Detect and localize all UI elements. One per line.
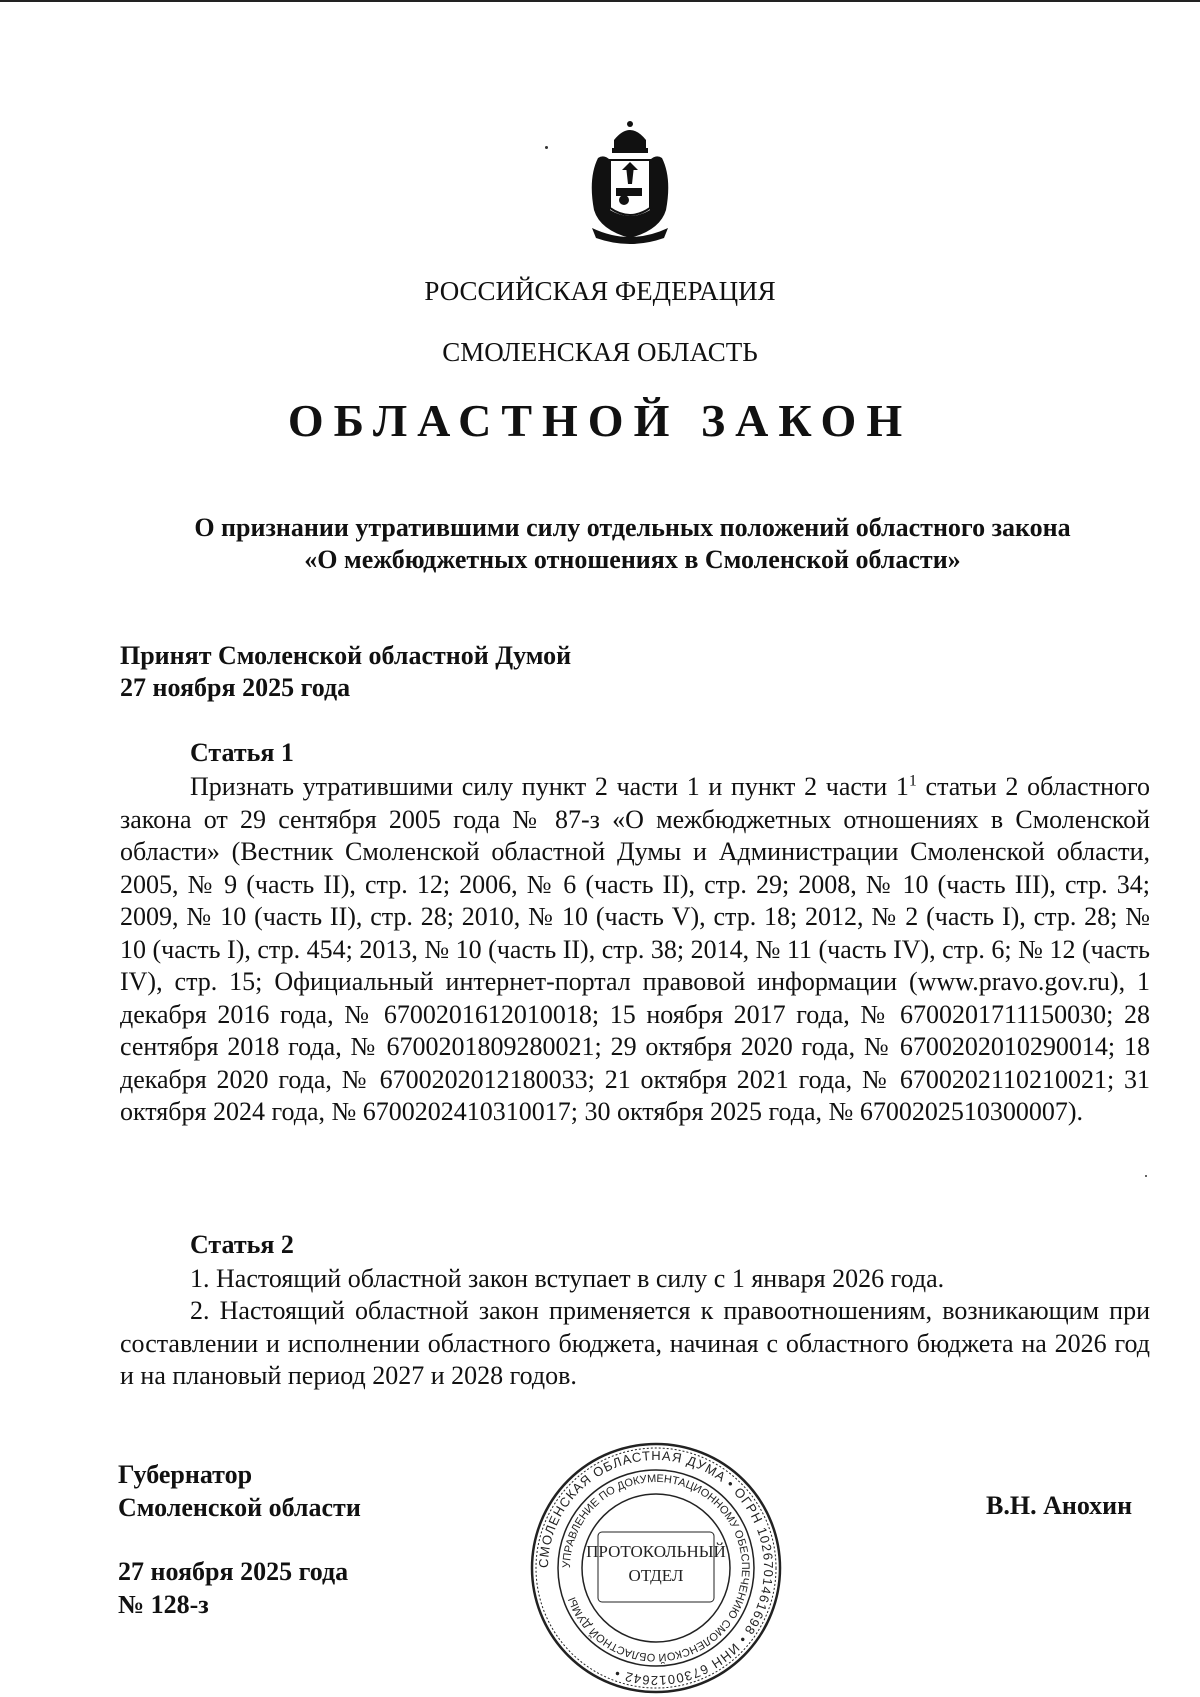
article2-paragraph1: 1. Настоящий областной закон вступает в силу с 1 января 2026 года. xyxy=(190,1264,945,1293)
article1-superscript: 1 xyxy=(908,772,917,790)
law-title-line2: «О межбюджетных отношениях в Смоленской области» xyxy=(304,545,961,574)
signatory-position-line1: Губернатор xyxy=(118,1460,253,1489)
stamp-center-line1: ПРОТОКОЛЬНЫЙ xyxy=(586,1542,726,1561)
stamp-inner-text: УПРАВЛЕНИЕ ПО ДОКУМЕНТАЦИОННОМУ ОБЕСПЕЧЕНИЮ СМОЛЕНСКОЙ ОБЛАСТНОЙ ДУМЫ xyxy=(560,1472,752,1664)
country-heading: РОССИЙСКАЯ ФЕДЕРАЦИЯ xyxy=(424,276,776,306)
stamp-center-text xyxy=(580,1540,732,1588)
law-type-heading: ОБЛАСТНОЙ ЗАКОН xyxy=(287,395,913,446)
signatory-position xyxy=(118,1458,361,1524)
stamp-outer-text: СМОЛЕНСКАЯ ОБЛАСТНАЯ ДУМА • ОГРН 1026701461698 • ИНН 6730012642 • xyxy=(535,1447,777,1689)
signatory-position-line2: Смоленской области xyxy=(118,1493,361,1522)
article1-text-part1: Признать утратившими силу пункт 2 части 1 и пункт 2 части 1 xyxy=(190,772,909,801)
article1-heading: Статья 1 xyxy=(190,738,294,767)
article1-text xyxy=(120,771,1150,1129)
law-date-number xyxy=(118,1555,348,1621)
law-number: № 128-з xyxy=(118,1590,209,1619)
region-heading: СМОЛЕНСКАЯ ОБЛАСТЬ xyxy=(442,337,758,367)
stamp-center-line2: ОТДЕЛ xyxy=(628,1566,684,1585)
law-title-line1: О признании утратившими силу отдельных положений областного закона xyxy=(194,513,1071,542)
adopted-date: 27 ноября 2025 года xyxy=(120,673,351,702)
law-date: 27 ноября 2025 года xyxy=(118,1557,349,1586)
smolensk-coat-of-arms-icon xyxy=(580,118,680,248)
article1-text-part2: статьи 2 областного закона от 29 сентября 2005 года № 87-з «О межбюджетных отношениях в Смоленской области» (Вестник Смоленской областной Думы и Администрации Смоленской области, 2005, № 9 (часть II), стр. 12; 2006, № 6 (часть II), стр. 29; 2008, № 10 (часть III), стр. 34; 2009, № 10 (часть II), стр. 28; 2010, № 10 (часть V), стр. 18; 2012, № 2 (часть I), стр. 28; № 10 (часть I), стр. 454; 2013, № 10 (часть II), стр. 38; 2014, № 11 (часть IV), стр. 6; № 12 (часть IV), стр. 15; Официальный интернет-портал правовой информации (www.pravo.gov.ru), 1 декабря 2016 года, № 6700201612010018; 15 ноября 2017 года, № 6700201711150030; 28 сентября 2018 года, № 6700201809280021; 29 октября 2020 года, № 6700202010290014; 18 декабря 2020 года, № 6700202012180033; 21 октября 2021 года, № 6700202110210021; 31 октября 2024 года, № 6700202410310017; 30 октября 2025 года, № 6700202510300007). xyxy=(120,772,1151,1126)
signatory-name: В.Н. Анохин xyxy=(986,1491,1133,1520)
scan-speck xyxy=(545,146,548,149)
adopted-by: Принят Смоленской областной Думой xyxy=(120,641,572,670)
top-border-line xyxy=(0,0,1200,2)
scan-speck xyxy=(1145,1175,1147,1177)
article2-heading: Статья 2 xyxy=(190,1230,294,1259)
law-title xyxy=(120,512,1145,576)
article2-paragraph2: 2. Настоящий областной закон применяется к правоотношениям, возникающим при составлении и исполнении областного бюджета, начиная с областного бюджета на 2026 год и на плановый период 2027 и 2028 годов. xyxy=(120,1296,1150,1390)
adoption-note xyxy=(120,640,571,704)
